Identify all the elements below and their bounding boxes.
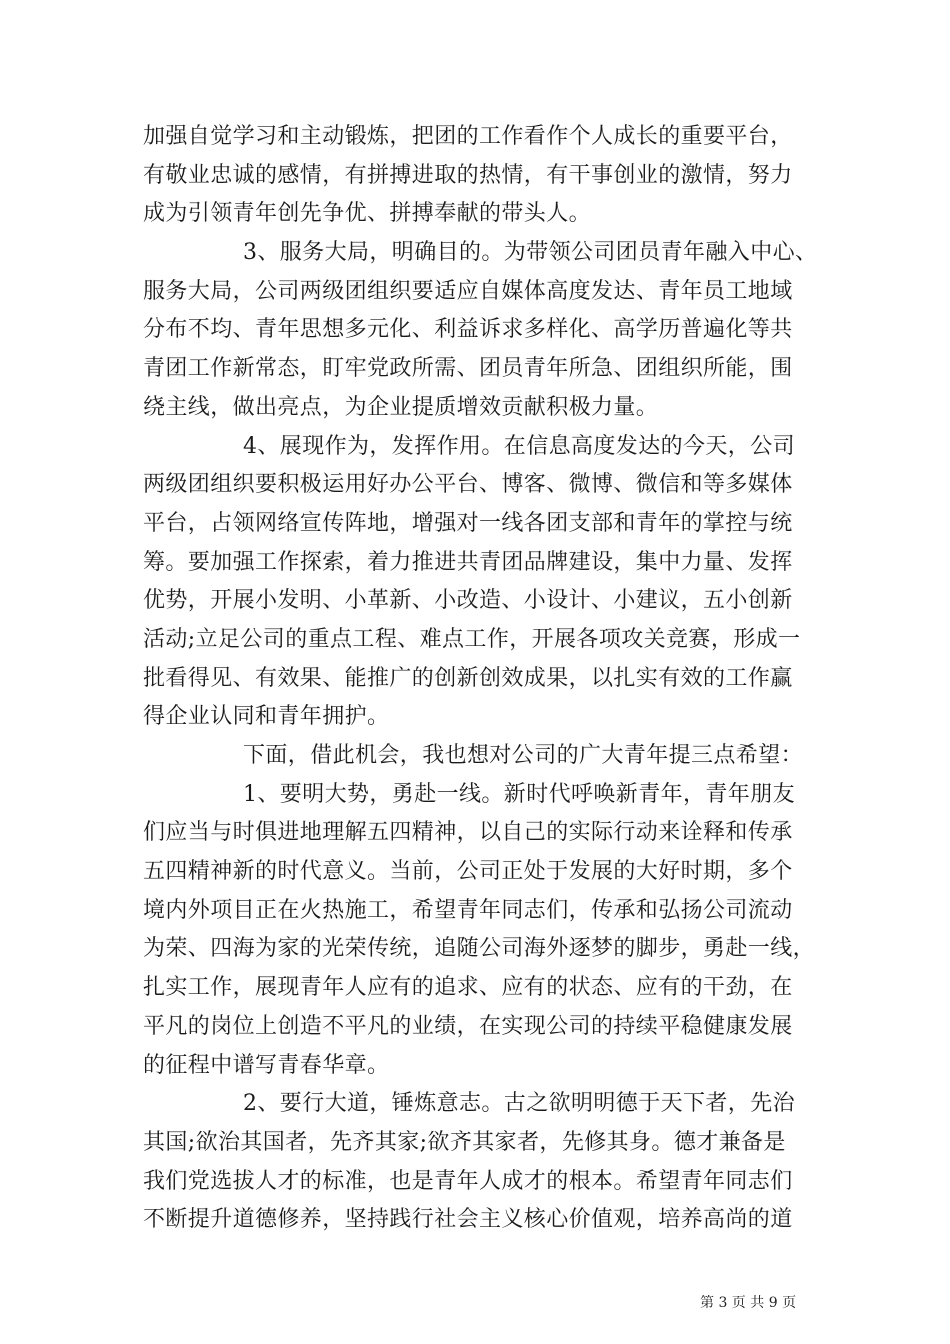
text-line: 分布不均、青年思想多元化、利益诉求多样化、高学历普遍化等共	[143, 317, 793, 343]
text-line: 2、要行大道，锤炼意志。古之欲明明德于天下者，先治	[243, 1091, 795, 1117]
text-line: 加强自觉学习和主动锻炼，把团的工作看作个人成长的重要平台，	[143, 124, 793, 149]
text-line: 下面，借此机会，我也想对公司的广大青年提三点希望：	[243, 743, 804, 768]
text-line: 不断提升道德修养，坚持践行社会主义核心价值观，培养高尚的道	[143, 1207, 793, 1233]
text-line: 平台，占领网络宣传阵地，增强对一线各团支部和青年的掌控与统	[143, 510, 793, 536]
text-line: 服务大局，公司两级团组织要适应自媒体高度发达、青年员工地域	[143, 278, 793, 304]
text-line: 优势，开展小发明、小革新、小改造、小设计、小建议，五小创新	[143, 588, 793, 614]
text-line: 3、服务大局，明确目的。为带领公司团员青年融入中心、	[243, 240, 818, 266]
text-line: 1、要明大势，勇赴一线。新时代呼唤新青年，青年朋友	[243, 781, 795, 807]
text-line: 绕主线，做出亮点，为企业提质增效贡献积极力量。	[143, 394, 659, 420]
body-text	[143, 118, 823, 1240]
text-line: 我们党选拔人才的标准，也是青年人成才的根本。希望青年同志们	[143, 1168, 793, 1194]
text-line: 成为引领青年创先争优、拼搏奉献的带头人。	[143, 201, 592, 227]
text-line: 五四精神新的时代意义。当前，公司正处于发展的大好时期，多个	[143, 859, 793, 885]
text-line: 为荣、四海为家的光荣传统，追随公司海外逐梦的脚步，勇赴一线，	[143, 936, 816, 962]
text-line: 得企业认同和青年拥护。	[143, 704, 390, 730]
page-footer: 第 3 页 共 9 页	[700, 1295, 797, 1311]
text-line: 扎实工作，展现青年人应有的追求、应有的状态、应有的干劲，在	[143, 975, 793, 1001]
text-line: 境内外项目正在火热施工，希望青年同志们，传承和弘扬公司流动	[143, 897, 793, 923]
text-line: 活动;立足公司的重点工程、难点工作，开展各项攻关竞赛，形成一	[143, 626, 801, 652]
text-line: 青团工作新常态，盯牢党政所需、团员青年所急、团组织所能，围	[143, 356, 793, 382]
text-line: 的征程中谱写青春华章。	[143, 1052, 390, 1078]
text-line: 两级团组织要积极运用好办公平台、博客、微博、微信和等多媒体	[143, 472, 793, 498]
text-line: 4、展现作为，发挥作用。在信息高度发达的今天，公司	[243, 433, 795, 459]
text-line: 们应当与时俱进地理解五四精神，以自己的实际行动来诠释和传承	[143, 820, 793, 846]
text-line: 筹。要加强工作探索，着力推进共青团品牌建设，集中力量、发挥	[143, 549, 793, 575]
text-line: 有敬业忠诚的感情，有拼搏进取的热情，有干事创业的激情，努力	[143, 162, 793, 188]
text-line: 平凡的岗位上创造不平凡的业绩，在实现公司的持续平稳健康发展	[143, 1013, 793, 1039]
text-line: 其国;欲治其国者，先齐其家;欲齐其家者，先修其身。德才兼备是	[143, 1129, 786, 1155]
text-line: 批看得见、有效果、能推广的创新创效成果，以扎实有效的工作赢	[143, 665, 793, 691]
